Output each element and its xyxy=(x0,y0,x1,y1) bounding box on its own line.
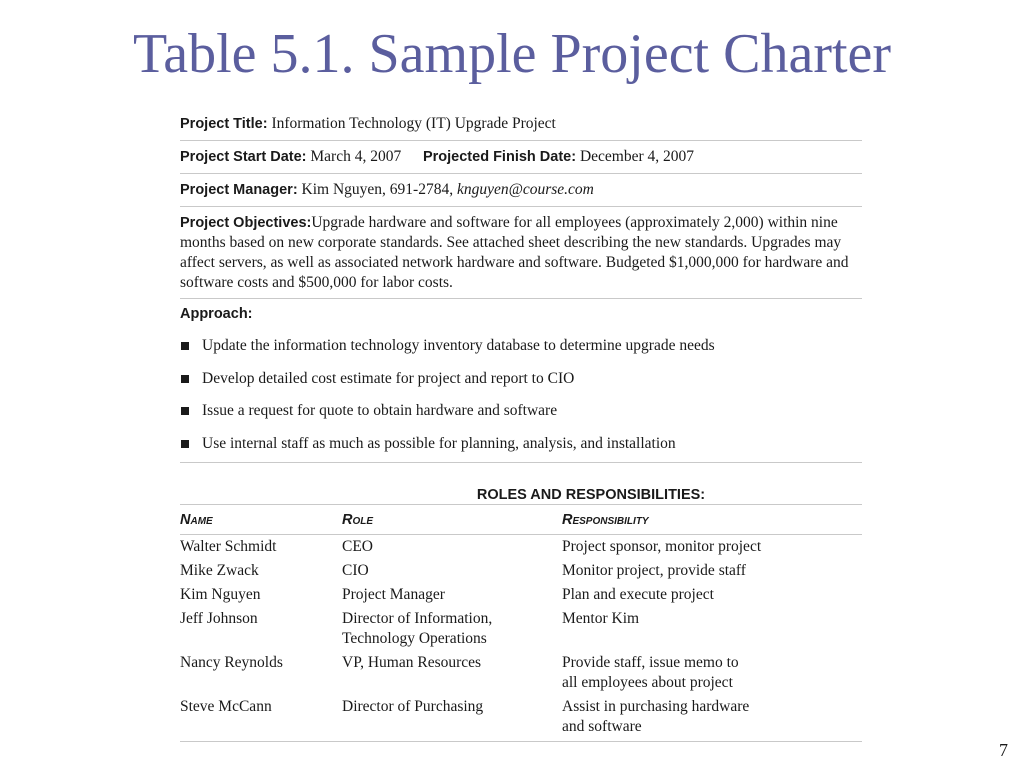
project-objectives-row xyxy=(180,207,862,299)
objectives-label: Project Objectives: xyxy=(180,215,312,231)
objectives-value: Upgrade hardware and software for all employees (approximately 2,000) within nine months based on new corporate standards. See attached sheet describing the new standards. Upgrades may affect servers, as well as associated network hardware and software. Budgeted $1,000,000 for hardware and software costs and $500,000 for labor costs. xyxy=(180,214,849,291)
bullet-square-icon xyxy=(181,342,189,350)
approach-item: Issue a request for quote to obtain hardware and software xyxy=(180,395,862,428)
start-date-value: March 4, 2007 xyxy=(310,148,402,165)
person-responsibility: Monitor project, provide staff xyxy=(562,562,746,579)
person-name: Mike Zwack xyxy=(180,562,259,579)
approach-item: Update the information technology inventory database to determine upgrade needs xyxy=(180,330,862,363)
approach-item: Develop detailed cost estimate for project and report to CIO xyxy=(180,363,862,396)
roles-table xyxy=(180,504,862,742)
person-role: Director of Information, Technology Operations xyxy=(342,610,493,647)
person-responsibility: Provide staff, issue memo to all employees about project xyxy=(562,654,739,691)
person-role: Project Manager xyxy=(342,586,445,603)
table-row xyxy=(180,559,862,583)
bullet-square-icon xyxy=(181,440,189,448)
roles-title: ROLES AND RESPONSIBILITIES: xyxy=(476,487,706,503)
person-name: Kim Nguyen xyxy=(180,586,261,603)
person-name: Steve McCann xyxy=(180,698,272,715)
table-row xyxy=(180,607,862,651)
project-title-value: Information Technology (IT) Upgrade Project xyxy=(271,115,556,132)
table-row xyxy=(180,695,862,742)
approach-label: Approach: xyxy=(180,306,253,322)
table-row xyxy=(180,535,862,560)
person-responsibility: Project sponsor, monitor project xyxy=(562,538,762,555)
start-date-label: Project Start Date: xyxy=(180,149,307,165)
finish-date-value: December 4, 2007 xyxy=(579,148,694,165)
person-role: VP, Human Resources xyxy=(342,654,482,671)
person-role: CEO xyxy=(342,538,373,555)
person-name: Walter Schmidt xyxy=(180,538,277,555)
page-number: 7 xyxy=(999,740,1008,760)
project-title-row xyxy=(180,108,862,141)
project-dates-row xyxy=(180,141,862,174)
slide-title: Table 5.1. Sample Project Charter xyxy=(132,23,892,85)
person-name: Jeff Johnson xyxy=(180,610,258,627)
manager-email: knguyen@course.com xyxy=(456,181,594,198)
header-responsibility: Responsibility xyxy=(562,505,862,535)
approach-section xyxy=(180,299,862,463)
person-responsibility: Mentor Kim xyxy=(562,610,640,627)
bullet-square-icon xyxy=(181,375,189,383)
project-charter xyxy=(180,108,862,742)
table-row xyxy=(180,583,862,607)
finish-date-label: Projected Finish Date: xyxy=(422,149,577,165)
header-name: Name xyxy=(180,505,342,535)
person-role: CIO xyxy=(342,562,369,579)
person-name: Nancy Reynolds xyxy=(180,654,283,671)
bullet-square-icon xyxy=(181,407,189,415)
manager-value: Kim Nguyen, 691-2784, xyxy=(301,181,457,198)
manager-label: Project Manager: xyxy=(180,182,298,198)
person-responsibility: Assist in purchasing hardware and software xyxy=(562,698,750,735)
project-title-label: Project Title: xyxy=(180,116,268,132)
person-responsibility: Plan and execute project xyxy=(562,586,714,603)
person-role: Director of Purchasing xyxy=(342,698,484,715)
header-role: Role xyxy=(342,505,562,535)
project-manager-row xyxy=(180,174,862,207)
table-row xyxy=(180,651,862,695)
approach-item: Use internal staff as much as possible for planning, analysis, and installation xyxy=(180,428,862,461)
